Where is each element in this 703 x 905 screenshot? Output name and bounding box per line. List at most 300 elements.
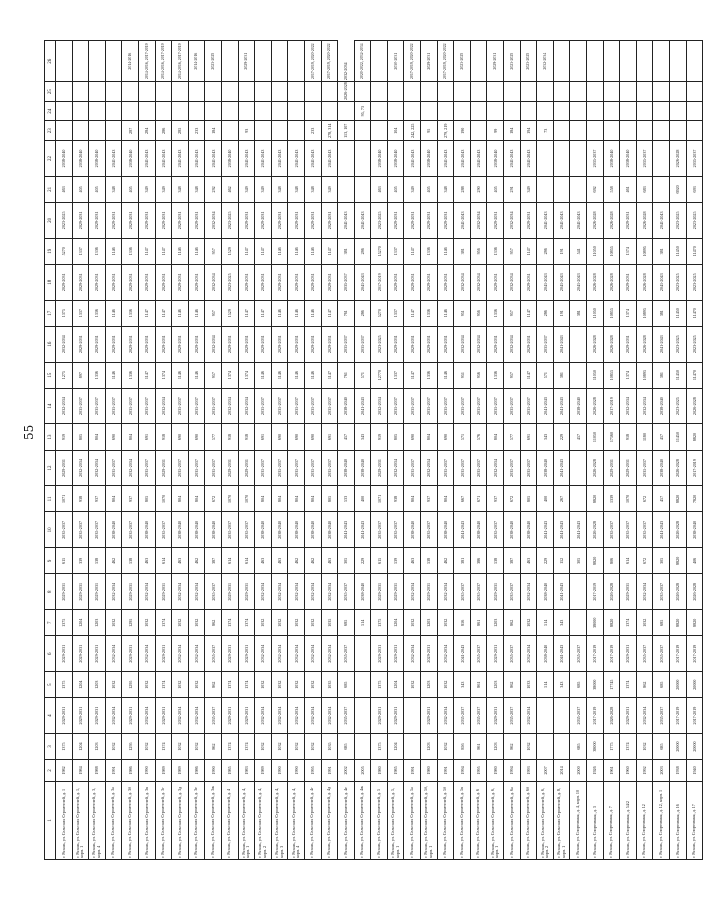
table-cell: 457 [653,486,670,512]
column-number-6: 6 [45,636,56,672]
table-cell: 462 [437,548,454,574]
table-cell: 1336 [89,362,106,388]
year-built-cell: 1990 [288,760,305,782]
table-cell: 2035-2037 [470,698,487,734]
table-cell: 1146 [437,238,454,264]
header-row [45,41,56,860]
table-cell: 2035-2037 [89,388,106,424]
table-cell: 2023-2025 [520,41,537,82]
table-cell: 919 [371,424,388,450]
table-cell: 2026-2028 [636,326,653,362]
capital-repair-schedule-table [44,40,703,860]
table-cell: 233 [304,121,321,141]
table-cell: 2032-2034 [56,388,73,424]
table-cell: 862 [205,734,222,760]
table-cell: 2029-2031 [620,450,637,486]
table-cell: 514 [354,610,371,636]
table-cell: 1374 [155,610,172,636]
table-cell: 2032-2034 [172,574,189,610]
table-cell: 104 [387,121,404,141]
table-cell: 2035-2037 [122,388,139,424]
table-cell: 2032-2034 [520,574,537,610]
table-cell [321,101,338,121]
address-cell: г. Рязань, ул. Спортивная, д. 12 [636,781,653,859]
table-cell: 1375 [56,734,73,760]
table-cell: 2032-2034 [138,574,155,610]
table-cell: 2014-2016, 2017-2019 [172,41,189,82]
table-cell: 2035-2037 [454,574,471,610]
table-row [288,41,305,860]
table-body [56,41,703,860]
table-cell: 957 [504,362,521,388]
table-cell: 1147 [321,238,338,264]
table-cell: 1374 [155,734,172,760]
table-cell [122,82,139,102]
column-number-12: 12 [45,450,56,486]
year-built-cell: 1980 [371,760,388,782]
table-cell: 2029-2031 [56,636,73,672]
year-built-cell: 2007 [537,760,554,782]
table-cell [255,101,272,121]
table-cell: 2029-2031 [155,450,172,486]
table-cell: 2038-2040 [537,574,554,610]
table-cell: 538 [487,548,504,574]
address-cell: г. Рязань, ул. Сельских Строителей, д. 3е [188,781,205,859]
table-cell: 2038-2040 [72,141,89,177]
year-built-cell: 1992 [636,760,653,782]
table-cell: 2026-2028 [603,574,620,610]
table-cell: 2032-2034 [504,202,521,238]
table-cell: 11470 [686,362,703,388]
table-cell: 2029-2031 [188,202,205,238]
table-cell: 405 [122,176,139,202]
table-cell: 2026-2028 [603,264,620,300]
table-cell: 2041-2043 [454,636,471,672]
table-cell: 2029-2031 [255,264,272,300]
table-cell [354,141,371,177]
table-cell: 1337 [387,238,404,264]
table-row [238,41,255,860]
table-cell: 2035-2037 [437,388,454,424]
table-cell: 2035-2037 [271,450,288,486]
table-cell: 1374 [620,300,637,326]
table-cell [338,101,355,121]
table-cell: 291 [504,176,521,202]
table-cell: 2029-2031 [288,202,305,238]
year-built-cell: 1991 [105,760,122,782]
column-number-24: 24 [45,101,56,121]
table-cell: 2038-2040 [255,512,272,548]
table-cell: 405 [487,176,504,202]
table-cell: 1147 [321,362,338,388]
table-cell [454,101,471,121]
table-cell: 957 [504,238,521,264]
year-built-cell: 1991 [321,760,338,782]
table-cell: 8820 [587,548,604,574]
address-cell: г. Рязань, ул. Сельских Строителей, д. 4ж [354,781,371,859]
table-cell: 1147 [155,300,172,326]
table-cell: 577 [504,424,521,450]
table-row [188,41,205,860]
address-cell: г. Рязань, ул. Спортивная, д. 16 [669,781,686,859]
table-cell: 2029-2031 [221,326,238,362]
table-cell: 349 [155,176,172,202]
table-cell: 2032-2034 [304,698,321,734]
table-cell: 1374 [238,672,255,698]
table-cell [271,121,288,141]
table-cell: 1203 [487,672,504,698]
table-cell: 2035-2037 [205,450,222,486]
table-cell: 804 [437,486,454,512]
table-cell [553,698,570,734]
table-cell: 405 [421,176,438,202]
year-built-cell: 1985 [221,760,238,782]
table-cell [338,176,355,202]
table-cell: 1146 [172,362,189,388]
table-cell: 1147 [138,238,155,264]
column-number-21: 21 [45,176,56,202]
column-number-3: 3 [45,734,56,760]
table-cell: 2041-2043 [653,264,670,300]
address-cell: г. Рязань, ул. Сельских Строителей, д. 4, корп. 1 [238,781,255,859]
table-cell: 2032-2034 [304,636,321,672]
table-cell: 685 [570,734,587,760]
table-cell: 690 [188,424,205,450]
table-cell: 463 [255,548,272,574]
column-number-25: 25 [45,82,56,102]
table-cell: 2035-2037 [155,512,172,548]
table-cell: 856 [454,610,471,636]
table-cell: 1337 [387,300,404,326]
table-cell: 2032-2034 [155,388,172,424]
table-cell: 2029-2031 [238,636,255,672]
table-row [470,41,487,860]
table-cell: 1374 [221,610,238,636]
table-cell [89,82,106,102]
table-cell: 2029-2031 [255,202,272,238]
table-cell [470,101,487,121]
table-cell: 2029-2031 [520,202,537,238]
table-cell: 2029-2031 [620,264,637,300]
table-cell: 2032-2034 [288,636,305,672]
table-cell: 1032 [304,672,321,698]
table-cell: 2032-2034 [288,698,305,734]
table-cell: 685 [653,610,670,636]
table-cell: 11450 [669,362,686,388]
table-cell: 20000 [686,734,703,760]
table-cell: 305 [570,548,587,574]
table-row [669,41,686,860]
year-built-cell: 1940 [686,760,703,782]
table-cell: 690 [404,424,421,450]
table-cell: 2038-2040 [570,388,587,424]
table-cell [570,141,587,177]
table-cell: 1146 [437,300,454,326]
table-cell: 1032 [105,672,122,698]
table-cell: 2026-2028, 2032-2034 [338,82,355,102]
table-cell: 1374 [238,734,255,760]
table-cell: 1203 [421,734,438,760]
table-cell: 2035-2037 [304,450,321,486]
table-cell: 8820 [669,610,686,636]
table-cell: 2041-2043 [553,636,570,672]
table-cell: 8820 [587,486,604,512]
table-cell: 804 [255,486,272,512]
table-cell: 957 [205,362,222,388]
table-cell: 2032-2034 [454,326,471,362]
table-cell: 2035-2037 [105,450,122,486]
table-cell: 2029-2031 [172,326,189,362]
table-cell: 804 [188,486,205,512]
table-cell: 2029-2031 [603,450,620,486]
table-cell: 861 [470,610,487,636]
table-cell: 2026-2028 [587,326,604,362]
table-cell: 457 [653,424,670,450]
table-cell: 11470 [686,300,703,326]
table-cell: 2035-2037 [205,698,222,734]
table-cell: 2026-2028 [587,202,604,238]
table-cell: 919 [56,424,73,450]
table-cell: 2029-2031 [387,202,404,238]
table-cell: 95 [421,121,438,141]
table-cell: 2032-2034 [387,450,404,486]
table-cell: 615 [371,548,388,574]
table-cell: 1032 [188,734,205,760]
table-cell: 1032 [188,672,205,698]
table-row [304,41,321,860]
table-cell: 2029-2031 [105,264,122,300]
table-cell: 1374 [620,238,637,264]
table-cell: 2035-2037 [504,698,521,734]
table-cell: 2041-2043 [404,141,421,177]
table-cell [570,326,587,362]
year-built-cell: 1980 [421,760,438,782]
year-built-cell: 1961 [603,760,620,782]
table-cell: 1337 [72,238,89,264]
table-cell: 2029-2031 [238,202,255,238]
table-cell: 1071 [371,486,388,512]
table-cell: 691 [520,424,537,450]
table-cell: 10855 [603,238,620,264]
table-cell: 2029-2031 [404,202,421,238]
table-cell: 387 [205,548,222,574]
table-cell: 1375 [56,672,73,698]
table-cell: 2035-2037 [138,450,155,486]
table-cell: 38000 [587,610,604,636]
table-cell: 2032-2034 [105,636,122,672]
table-cell: 2029-2031 [155,264,172,300]
table-cell: 2029-2031 [255,326,272,362]
table-cell: 2029-2031 [421,636,438,672]
table-cell: 2041-2043 [304,141,321,177]
table-cell: 2032-2034 [105,574,122,610]
table-cell: 2041-2043 [338,202,355,238]
table-cell [553,176,570,202]
table-cell: 2041-2043 [553,574,570,610]
table-cell: 2041-2043 [338,512,355,548]
table-cell: 343 [537,424,554,450]
table-cell: 15270 [371,238,388,264]
table-cell: 1375 [371,734,388,760]
table-cell: 2029-2031 [138,326,155,362]
table-cell: 2041-2043 [354,512,371,548]
table-cell: 1147 [404,362,421,388]
table-cell: 1032 [172,734,189,760]
table-cell: 2035-2037 [686,141,703,177]
table-cell: 2032-2034 [636,698,653,734]
table-cell: 348 [172,176,189,202]
table-cell: 2041-2043 [255,141,272,177]
table-cell: 405 [72,176,89,202]
table-cell: 8820 [686,424,703,450]
table-cell: 2029-2031 [421,264,438,300]
table-cell: 2029-2031 [89,202,106,238]
table-cell [603,121,620,141]
table-cell [304,101,321,121]
table-cell: 348 [437,176,454,202]
table-cell: 99 [487,121,504,141]
table-cell: 2038-2040 [122,141,139,177]
table-cell: 2029-2031 [371,698,388,734]
table-cell [238,101,255,121]
table-cell: 2023-2025 [669,264,686,300]
table-cell: 804 [105,486,122,512]
table-cell [72,82,89,102]
table-cell: 405 [387,176,404,202]
table-cell: 305 [338,548,355,574]
table-cell: 2035-2037 [205,574,222,610]
table-cell: 1204 [72,610,89,636]
table-cell: 2029-2031 [437,264,454,300]
year-built-cell: 1990 [205,760,222,782]
table-cell: 2032-2034 [138,698,155,734]
table-cell: 2026-2028 [587,512,604,548]
table-cell: 672 [205,486,222,512]
table-cell: 2029-2031 [421,202,438,238]
table-cell [122,101,139,121]
table-cell: 861 [470,734,487,760]
table-cell [221,82,238,102]
table-cell: 184 [504,121,521,141]
table-cell: 1337 [387,362,404,388]
table-cell: 2038-2040 [437,512,454,548]
table-cell [321,82,338,102]
table-cell: 2023-2025 [371,202,388,238]
table-cell: 2032-2034 [288,574,305,610]
table-cell: 2029-2031 [421,574,438,610]
table-cell: 38000 [587,734,604,760]
table-cell: 2032-2034 [221,388,238,424]
table-cell: 1146 [304,362,321,388]
table-cell: 2029-2031 [155,574,172,610]
address-cell: г. Рязань, ул. Сельских Строителей, д. 5б [437,781,454,859]
table-cell [404,734,421,760]
table-cell: 1032 [404,672,421,698]
table-cell: 1147 [520,238,537,264]
address-cell: г. Рязань, ул. Сельских Строителей, д. 1, корп. 1 [72,781,89,859]
table-cell: 2038-2040 [603,141,620,177]
year-built-cell: 1994 [454,760,471,782]
table-cell: 2035-2037 [653,698,670,734]
table-cell: 2035-2037 [255,388,272,424]
table-cell: 343 [553,672,570,698]
table-cell: 2026-2028 [603,698,620,734]
table-cell: 463 [371,176,388,202]
table-cell: 349 [138,176,155,202]
table-cell: 1032 [636,610,653,636]
table-cell: 2029-2031 [520,264,537,300]
table-cell: 242, 225 [404,121,421,141]
table-cell: 1032 [255,610,272,636]
table-cell: 2032-2034 [470,326,487,362]
table-cell: 2029-2031 [620,698,637,734]
table-cell: 1374 [155,672,172,698]
table-cell: 2032-2034 [537,41,554,82]
table-cell: 1374 [238,610,255,636]
year-built-cell: 2005 [354,760,371,782]
table-cell: 1146 [172,300,189,326]
table-cell: 672 [504,486,521,512]
address-cell: г. Рязань, ул. Сельских Строителей, д. 3, корп. 4 [89,781,106,859]
table-cell: 1204 [387,610,404,636]
year-built-cell: 1989 [255,760,272,782]
table-cell: 2014-2016 [122,41,139,82]
table-cell: 1032 [188,610,205,636]
table-cell: 2026-2028 [669,512,686,548]
table-cell: 2032-2034 [321,698,338,734]
table-cell: 571 [354,362,371,388]
table-cell: 2032-2034 [255,574,272,610]
table-cell [138,101,155,121]
table-cell: 2041-2043 [437,141,454,177]
table-cell: 2029-2031 [72,202,89,238]
table-cell: 349 [321,176,338,202]
table-cell: 11450 [669,238,686,264]
table-cell: 1147 [520,362,537,388]
table-cell: 113, 107 [338,121,355,141]
table-cell: 1035 [321,672,338,698]
address-cell: г. Рязань, ул. Сельских Строителей, д. 4 [221,781,238,859]
year-built-cell: 1984 [72,760,89,782]
table-cell [387,82,404,102]
table-cell: 806 [603,548,620,574]
table-cell: 278, 314 [321,121,338,141]
table-cell [271,101,288,121]
table-cell: 2038-2040 [354,574,371,610]
table-cell: 691 [255,424,272,450]
table-cell: 463 [520,548,537,574]
table-cell [587,82,604,102]
table-cell: 1204 [72,672,89,698]
table-cell: 400 [354,486,371,512]
table-cell: 862 [636,672,653,698]
table-cell: 2017-2019 [669,698,686,734]
table-cell: 10895 [636,238,653,264]
table-cell: 2023-2025 [221,202,238,238]
table-cell: 957 [504,300,521,326]
table-cell: 1032 [172,672,189,698]
table-cell: 1070 [221,486,238,512]
address-cell: г. Рязань, ул. Спортивная, д. 17 [686,781,703,859]
table-cell: 571 [537,362,554,388]
table-cell [537,82,554,102]
table-cell: 1203 [487,610,504,636]
table-cell: 2035-2037 [288,450,305,486]
year-built-cell: 2000 [570,760,587,782]
table-cell: 2023-2025 [669,388,686,424]
table-cell: 2029-2031 [437,326,454,362]
table-cell: 862 [205,610,222,636]
